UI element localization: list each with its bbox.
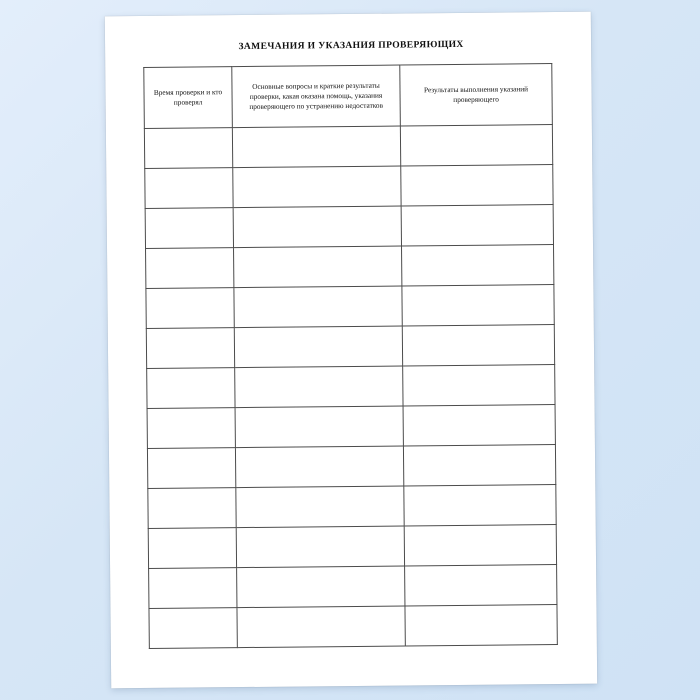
cell-execution-results	[402, 245, 554, 286]
cell-execution-results	[402, 325, 554, 366]
cell-inspection-time	[148, 528, 236, 569]
cell-inspection-time	[145, 208, 233, 249]
cell-text	[236, 500, 403, 515]
table-row	[147, 445, 555, 489]
page-title: ЗАМЕЧАНИЯ И УКАЗАНИЯ ПРОВЕРЯЮЩИХ	[238, 38, 464, 53]
cell-inspection-results	[237, 566, 405, 608]
cell-inspection-time	[147, 408, 235, 449]
cell-text	[147, 341, 234, 355]
cell-text	[234, 260, 401, 275]
cell-text	[405, 578, 556, 592]
table-header	[144, 64, 553, 129]
column-header-inspection-results: Основные вопросы и краткие результаты проверки, какая оказана помощь, указания проверяющего по устранению недостатков	[232, 65, 401, 128]
cell-inspection-results	[236, 486, 404, 528]
cell-text	[402, 218, 553, 232]
cell-text	[150, 621, 237, 635]
cell-inspection-results	[236, 526, 404, 568]
cell-execution-results	[403, 445, 555, 486]
table-row	[147, 405, 555, 449]
cell-text	[235, 300, 402, 315]
page-content	[143, 38, 565, 649]
document-page	[105, 12, 597, 689]
cell-execution-results	[404, 485, 556, 526]
table-row	[146, 245, 554, 289]
cell-execution-results	[401, 205, 553, 246]
column-header-inspection-time: Время проверки и кто проверял	[144, 67, 233, 129]
column-header-execution-results: Результаты выполнения указаний проверяющего	[400, 64, 553, 126]
table-row	[148, 525, 556, 569]
cell-text	[402, 258, 553, 272]
table-row	[145, 205, 553, 249]
cell-inspection-time	[149, 568, 237, 609]
cell-text	[233, 180, 400, 195]
cell-inspection-results	[233, 166, 401, 208]
table-row	[149, 605, 557, 649]
cell-inspection-results	[232, 126, 400, 168]
table-row	[149, 565, 557, 609]
cell-text	[237, 540, 404, 555]
cell-text	[146, 261, 233, 275]
table-row	[144, 125, 552, 169]
table-row	[148, 485, 556, 529]
cell-text	[145, 181, 232, 195]
cell-inspection-time	[146, 328, 234, 369]
cell-text	[236, 420, 403, 435]
cell-text	[404, 498, 555, 512]
cell-inspection-results	[235, 446, 403, 488]
cell-execution-results	[405, 565, 557, 606]
cell-execution-results	[403, 405, 555, 446]
cell-text	[146, 221, 233, 235]
cell-text	[401, 178, 552, 192]
cell-execution-results	[404, 525, 556, 566]
table-body	[144, 125, 557, 649]
cell-inspection-time	[148, 488, 236, 529]
cell-inspection-results	[234, 286, 402, 328]
cell-inspection-time	[147, 368, 235, 409]
cell-text	[238, 619, 405, 634]
cell-text	[148, 501, 235, 515]
cell-inspection-time	[146, 288, 234, 329]
cell-inspection-results	[234, 246, 402, 288]
cell-inspection-time	[149, 608, 237, 649]
cell-text	[149, 541, 236, 555]
table-row	[146, 325, 554, 369]
cell-execution-results	[401, 165, 553, 206]
cell-text	[234, 220, 401, 235]
table-header-row	[144, 64, 553, 129]
cell-text	[235, 380, 402, 395]
table-row	[147, 365, 555, 409]
cell-text	[235, 340, 402, 355]
cell-text	[403, 298, 554, 312]
cell-inspection-results	[235, 406, 403, 448]
cell-text	[403, 378, 554, 392]
cell-inspection-time	[146, 248, 234, 289]
cell-text	[236, 460, 403, 475]
inspection-remarks-table	[143, 63, 558, 649]
cell-text	[237, 579, 404, 594]
cell-execution-results	[400, 125, 552, 166]
cell-text	[233, 140, 400, 155]
cell-execution-results	[405, 605, 557, 646]
cell-text	[147, 301, 234, 315]
cell-text	[404, 418, 555, 432]
cell-text	[403, 338, 554, 352]
cell-text	[147, 381, 234, 395]
cell-text	[405, 538, 556, 552]
cell-inspection-results	[235, 366, 403, 408]
cell-inspection-results	[237, 606, 405, 648]
cell-text	[148, 461, 235, 475]
cell-inspection-results	[233, 206, 401, 248]
cell-execution-results	[402, 285, 554, 326]
cell-inspection-time	[145, 168, 233, 209]
cell-text	[404, 458, 555, 472]
cell-execution-results	[403, 365, 555, 406]
cell-text	[149, 581, 236, 595]
cell-inspection-results	[234, 326, 402, 368]
cell-text	[145, 141, 232, 155]
table-row	[145, 165, 553, 209]
cell-inspection-time	[144, 128, 232, 169]
cell-text	[406, 618, 557, 632]
cell-inspection-time	[147, 448, 235, 489]
cell-text	[148, 421, 235, 435]
table-row	[146, 285, 554, 329]
cell-text	[401, 138, 552, 152]
